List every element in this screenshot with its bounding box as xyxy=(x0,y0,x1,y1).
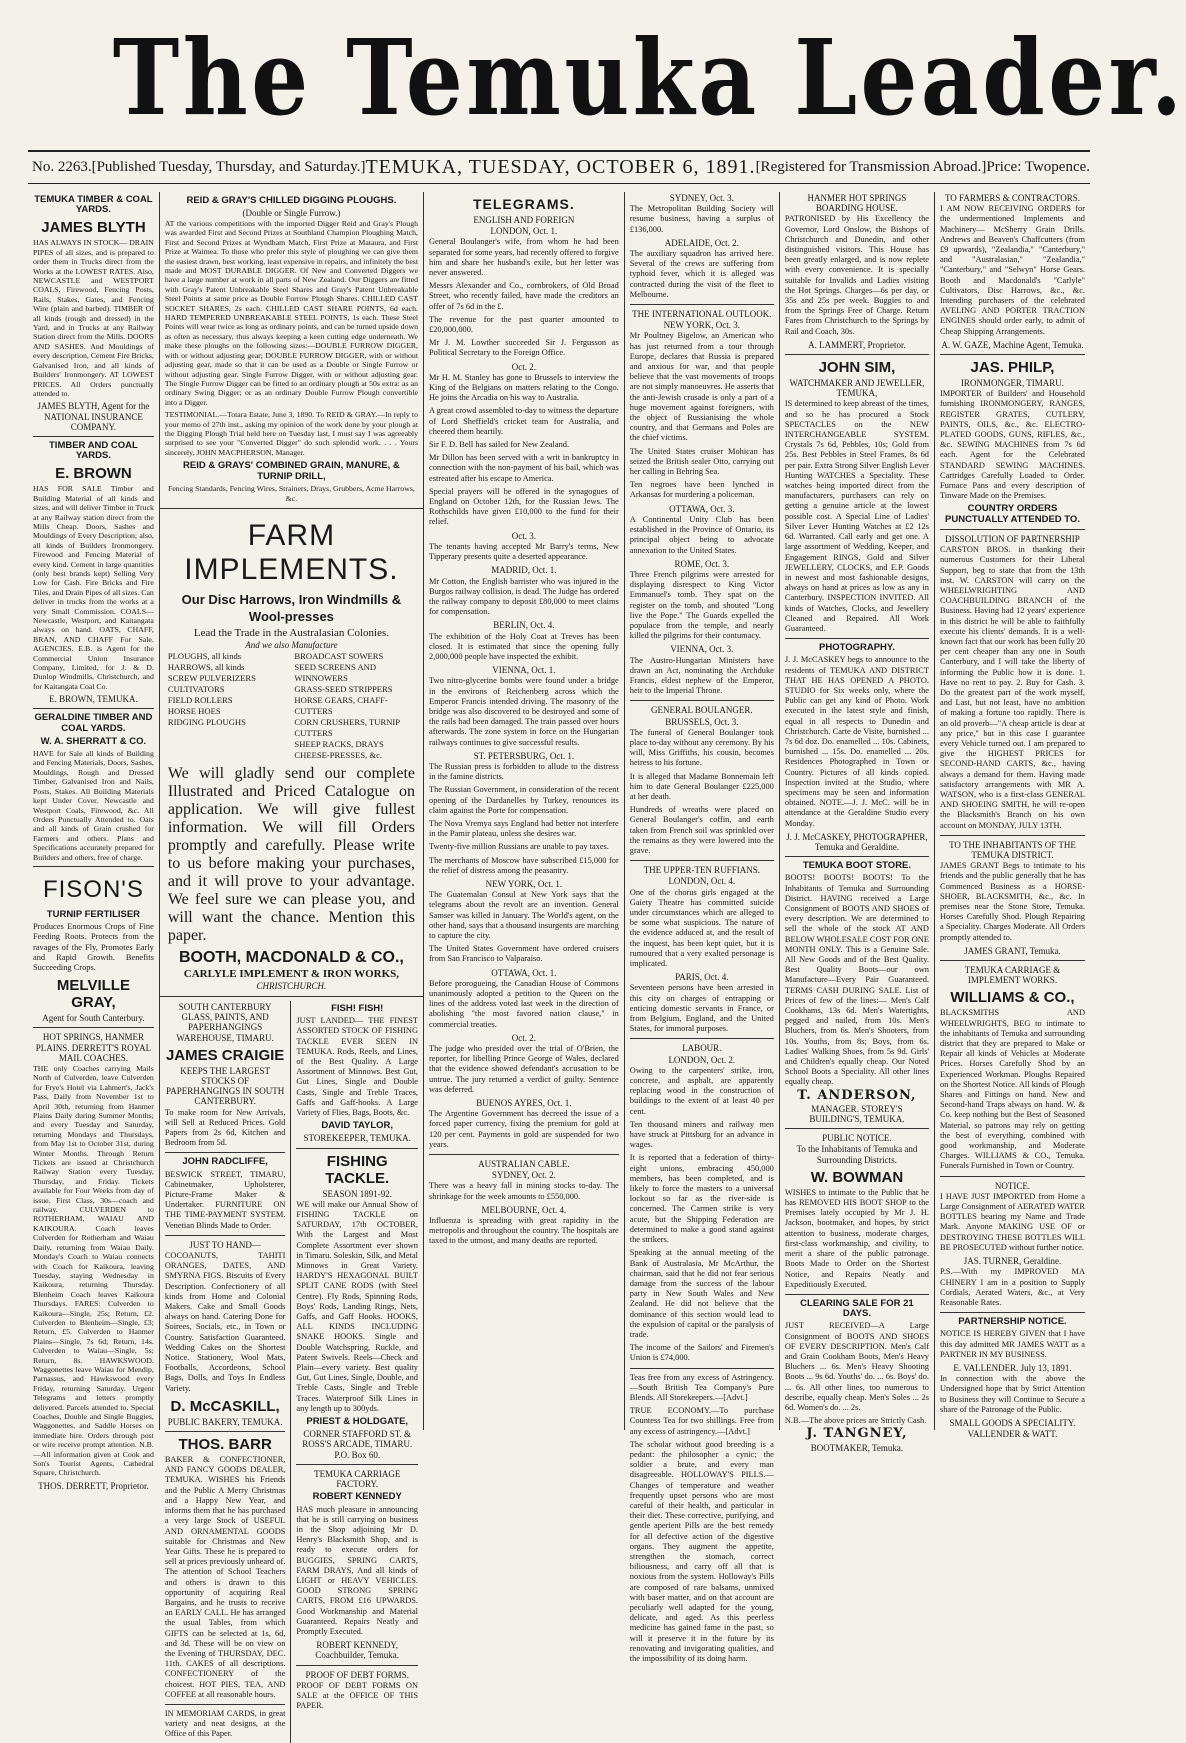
ruffians-heading: THE UPPER-TEN RUFFIANS. xyxy=(643,865,760,876)
dissolution-heading: DISSOLUTION OF PARTNERSHIP xyxy=(945,533,1080,544)
telegram-text: The income of the Sailors' and Firemen's Union is £74,000. xyxy=(629,1343,774,1363)
column-5 xyxy=(780,192,935,1453)
sim-name: JOHN SIM, xyxy=(818,359,896,377)
telegram-text: Seventeen persons have been arrested in this city on charges of entrapping or enticing domestic servants in France, or from Belgium, England, and the United States, for immoral purposes. xyxy=(629,983,774,1034)
tangney-sub: BOOTMAKER, Temuka. xyxy=(810,1442,904,1453)
reid-footer-2: Fencing Standards, Fencing Wires, Strainers, Drays, Grubbers, Acme Harrows, &c. xyxy=(168,484,415,503)
telegram-dateline: VIENNA, Oct. 1. xyxy=(492,665,556,676)
telegram-dateline: BERLIN, Oct. 4. xyxy=(493,620,555,631)
divider xyxy=(785,638,929,639)
divider xyxy=(785,856,929,857)
telegram-dateline: SYDNEY, Oct. 2. xyxy=(491,1170,556,1181)
tea-advert: Teas free from any excess of Astringency.—South British Tea Company's Pure Blends. All Storekeepers.—[Advt.] xyxy=(629,1372,774,1402)
telegram-dateline: ST. PETERSBURG, Oct. 1. xyxy=(473,750,575,761)
telegram-text: The judge who presided over the trial of O'Brien, the reporter, for libelling Prince George of Wales, declared that the evidence showed defendant's accusation to be untrue. The jury returned a verdict of guilty. Sentence was deferred. xyxy=(429,1044,619,1094)
column-2a xyxy=(160,1001,292,1743)
turner-body: I HAVE JUST IMPORTED from Home a Large Consignment of AERATED WATER BOTTLES bearing my Name and Trade Mark. Anyone MAKING USE OF or DESTROYING THESE BOTTLES WILL BE PROSECUTED without further notice. xyxy=(939,1191,1085,1252)
telegram-text: The United States cruiser Mohican has seized the British sealer Otto, carrying out her calling in Behring Sea. xyxy=(629,446,774,477)
telegram-item xyxy=(630,972,774,1034)
telegram-text: The Nova Vremya says England had better not interfere in the Pamir plateau, unless she desires war. xyxy=(429,818,619,839)
tackle-heading: FISHING TACKLE. xyxy=(325,1152,390,1187)
fish-body: JUST LANDED— THE FINEST ASSORTED STOCK OF FISHING TACKLE EVER SEEN IN TEMUKA. Rods, Reels, and Lines, of the Best Quality. A Large Assortment of Minnows. Best Gut, Gut Lines, Single and Double Casts, Single and Treble Traces, Gaffs and Gaff-hooks. A Large Variety of Flies, Bags, Boots, &c. xyxy=(296,1016,418,1117)
fison-heading: FISON'S xyxy=(42,875,144,903)
williams-body: BLACKSMITHS AND WHEELWRIGHTS, BEG to intimate to the inhabitants of Temuka and surrounding district that they are prepared to Make or Repair all kinds of Vehicles at Moderate Prices. Horses Carefully Shod by an Experienced Workman. Ploughs Repaired on the Shortest Notice. All kinds of Plough Shares and Fittings on hand. New and Second-hand Traps always on hand. W. & Co. keep nothing but the Best of Seasoned Material, so patrons may rely on getting the best of everything, combined with good workmanship, and Moderate Charges. WILLIAMS & CO., Temuka. Funerals Furnished in Town or Country. xyxy=(939,1008,1085,1171)
telegram-text: The Metropolitan Building Society will resume business, having a surplus of £136,000. xyxy=(629,204,774,234)
anderson-name: T. ANDERSON, xyxy=(797,1087,917,1103)
labour-heading: LABOUR. xyxy=(682,1043,722,1054)
telegram-item xyxy=(429,226,619,278)
telegram-item xyxy=(630,447,774,478)
list-item: CULTIVATORS xyxy=(167,683,225,694)
farm-implements-ad xyxy=(160,513,423,992)
telegram-item xyxy=(630,559,774,642)
williams-heading: TEMUKA CARRIAGE & IMPLEMENT WORKS. xyxy=(964,965,1061,986)
photo-heading: PHOTOGRAPHY. xyxy=(819,642,895,654)
sim-sub: WATCHMAKER AND JEWELLER, TEMUKA, xyxy=(789,378,925,399)
telegram-text: A Continental Unity Club has been established in the Province of Ontario, its principal object being to advocate annexation to the United States. xyxy=(629,514,774,555)
telegram-item xyxy=(630,320,774,443)
telegram-text: There was a heavy fall in mining stocks to-day. The shrinkage for the week amounts to £550,000. xyxy=(429,1181,619,1201)
turner-ps: P.S.—With my IMPROVED MA CHINERY I am in a position to Supply Cordials, Aerated Waters, &c., at Very Reasonable Rates. xyxy=(939,1267,1085,1307)
gray-role: Agent for South Canterbury. xyxy=(42,1013,145,1024)
telegram-text: Two nitro-glycerine bombs were found under a bridge in the environs of Reichenberg across which the Emperor Francis intended driving. The masonry of the bridge was also discovered to be destroyed and some of the rails had been damaged. The train passed over hours afterwards. The zone system in force on the Hungarian railways continues to give successful results. xyxy=(429,676,619,747)
telegram-item xyxy=(429,819,619,839)
philp-name: JAS. PHILP, xyxy=(970,359,1055,377)
telegram-text: The Russian Government, in consideration of the recent opening of the Dardanelles by Turkey, renounces its claim against the Porte for compensation. xyxy=(429,785,619,815)
sherratt-name: W. A. SHERRATT & CO. xyxy=(40,735,147,747)
bowman-body: WISHES to intimate to the Public that he has REMOVED HIS BOOT SHOP to the Premises lately occupied by Mr J. H. Jackson, bootmaker, and hopes, by strict attention to business, moderate charges, first-class workmanship, and civility, to merit a share of the public patronage. Boots Made to Order on the Shortest Notice, and Repairs Neatly and Expeditiously Executed. xyxy=(784,1187,929,1289)
divider xyxy=(33,866,154,867)
farm-subheading: Our Disc Harrows, Iron Windmills & Wool-presses xyxy=(181,591,402,624)
geraldine-heading: GERALDINE TIMBER AND COAL YARDS. xyxy=(34,712,153,734)
telegram-text: The funeral of General Boulanger took place to-day without any ceremony. By his will, Miss Griffiths, his cousin, becomes heiress to his fortune. xyxy=(629,727,774,768)
telegram-item xyxy=(429,856,619,876)
telegram-item xyxy=(630,1343,774,1363)
telegram-text: Sir F. D. Bell has sailed for New Zealand. xyxy=(429,440,570,450)
list-item: HORSE HOES xyxy=(167,705,221,716)
reid-gray-ad xyxy=(160,192,423,504)
telegram-dateline: VIENNA, Oct. 3. xyxy=(670,644,734,655)
telegram-item xyxy=(630,504,774,556)
tackle-body: WE will make our Annual Show of FISHING TACKLE on SATURDAY, 17th OCTOBER, With the Largest and Most Complete Assortment ever shown in Timaru. Soleskin, Silk, and Metal Minnows in Great Variety. HARDY'S HEXAGONAL BUILT SPLIT CANE RODS (with Steel Centre). Fly Rods, Spinning Rods, Boys' Rods, Landing Rings, Nets, Gaffs, and Gaff Hooks. HOOKS, ALL KINDS INCLUDING SNAKE HOOKS. Single and Double Watchspring, Ruckle, and Patent Swivels. Reels—Check and Plain—every variety. Best quality Gut, Gut Lines, Single, Double, and Treble Casts, Single and Treble Traces. Waterproof Silk Lines in any length up to 300yds. xyxy=(296,1199,418,1413)
telegram-item xyxy=(429,879,619,941)
column-6 xyxy=(935,192,1090,1440)
kennedy-name: ROBERT KENNEDY xyxy=(312,1491,402,1503)
telegram-dateline: ADELAIDE, Oct. 2. xyxy=(664,237,739,248)
telegram-dateline: Oct. 2. xyxy=(511,361,536,372)
clearing-heading: CLEARING SALE FOR 21 DAYS. xyxy=(800,1297,914,1320)
issue-number: No. 2263. xyxy=(32,159,92,175)
telegram-dateline: NEW YORK, Oct. 3. xyxy=(663,320,741,331)
craigie-body: To make room for New Arrivals, will Sell at Reduced Prices. Gold Papers from 2s 6d, Kitchen and Bedroom from 5d. xyxy=(164,1107,286,1148)
divider xyxy=(630,1368,774,1369)
notice-heading: PUBLIC NOTICE. xyxy=(822,1133,892,1144)
farm-body: We will gladly send our complete Illustrated and Priced Catalogue on application. We will give fullest information. We will fill Orders promptly and carefully. Please write to us before making your purchases, and it will prove to your advantage. We feel sure we can please you, and will want the chance. Mention this paper. xyxy=(167,764,415,944)
telegram-text: Three French pilgrims were arrested for displaying disrespect to King Victor Emmanuel's tomb. They spat on the register on the tomb, and shouted "Long live the Pope." The Guards expelled the populace from the temple, and nearly killed the pilgrims for their contumacy. xyxy=(629,569,774,641)
telegram-item xyxy=(429,531,619,563)
list-item: FIELD ROLLERS xyxy=(167,694,233,705)
telegram-text: Special prayers will be offered in the synagogues of England on October 12th, for the Russian Jews. The Rothschilds have given £10,000 to the fund for their relief. xyxy=(429,486,619,527)
list-item: BROADCAST SOWERS xyxy=(294,650,384,661)
telegram-text: The Austro-Hungarian Ministers have drawn an Act, nominating the Archduke Francis, eldest nephew of the Emperor, heir to the Imperial Throne. xyxy=(629,655,774,696)
telegram-text: Ten negroes have been lynched in Arkansas for murdering a policeman. xyxy=(629,480,774,500)
hand-body: COCOANUTS, TAHITI ORANGES, DATES, AND SMYRNA FIGS. Biscuits of Every Description. Confectionery of all kinds from Home and Colonial Makers. Cake and Small Goods always on hand. Catering Done for Soirees, Socials, etc., in Town or Country. Satisfaction Guaranteed. Wedding Cakes on the Shortest Notice. Stationery, Wool Mats, Footballs, Accordeons, School Bags, Dolls, and Toys In Endless Variety. xyxy=(164,1251,286,1393)
gray-name: MELVILLE GRAY, xyxy=(56,977,130,1012)
booth-city: CHRISTCHURCH. xyxy=(256,980,327,991)
telegram-item xyxy=(429,944,619,964)
holloway-advert: The scholar without good breeding is a pedant: the philosopher a cynic; the soldier a brute, and every man disagreeable. HOLLOWAY'S PILLS.—Changes of temperature and weather frequently upset persons who are most careful of their health, and particular in their diet. These corrective, purifying, and gentle aperient Pills are the best remedy for all defective action of the digestive organs. They augment the appetite, strengthen the stomach, correct biliousness, and carry off all that is noxious from the system. Holloway's Pills are composed of rare balsams, unmixed with baser matter, and on that account are peculiarly well adapted for the young, delicate, and aged. As this peerless medicine has gained fame in the past, so will it preserve it in the future by its renovating and invigorating qualities, and the impossibility of its doing harm. xyxy=(629,1439,774,1664)
glass-heading: SOUTH CANTERBURY GLASS, PAINTS, AND PAPERHANGINGS WAREHOUSE, TIMARU. xyxy=(176,1001,274,1043)
list-item: GRASS-SEED STRIPPERS xyxy=(294,683,393,694)
registration-note: [Registered for Transmission Abroad.] xyxy=(755,159,987,175)
bowman-name: W. BOWMAN xyxy=(810,1168,904,1186)
telegram-dateline: MELBOURNE, Oct. 4. xyxy=(481,1204,567,1215)
farm-list-left xyxy=(168,651,289,761)
telegrams-heading: TELEGRAMS. xyxy=(472,196,575,212)
telegram-item xyxy=(630,238,774,300)
farm-heading: FARM IMPLEMENTS. xyxy=(184,518,399,586)
radcliffe-body: BESWICK STREET, TIMARU, Cabinetmaker, Upholsterer, Picture-Frame Maker & Undertaker. FURNITURE ON THE TIME-PAYMENT SYSTEM. Venetian Blinds Made to Order. xyxy=(164,1169,286,1230)
mccaskill-name: D. McCASKILL, xyxy=(170,1397,280,1415)
partner-body: NOTICE IS HEREBY GIVEN that I have this day admitted MR JAMES WATT as a PARTNER IN MY BUSINESS. xyxy=(939,1329,1085,1359)
gaze-signature: A. W. GAZE, Machine Agent, Temuka. xyxy=(941,339,1084,350)
list-item: SCREW PULVERIZERS xyxy=(167,672,256,683)
list-item: HARROWS, all kinds xyxy=(167,661,245,672)
divider xyxy=(630,304,774,305)
list-item: RIDGING PLOUGHS xyxy=(167,716,246,727)
telegram-item xyxy=(429,281,619,312)
telegram-item xyxy=(429,362,619,404)
divider xyxy=(630,700,774,701)
telegram-text: A great crowd assembled to-day to witness the departure of Lord Sheffield's cricket team for Australia, and cheered them heartily. xyxy=(429,406,619,436)
telegram-item xyxy=(630,1120,774,1151)
philp-body: IMPORTER of Builders' and Household furnishing IRONMONGERY, RANGES, REGISTER GRATES, CUTLERY, PAINTS, OILS, &c., &c. ELECTRO-PLATED GOODS, GUNS, RIFLES, &c., &c. SEWING MACHINES from 7s 6d each. Agent for the Celebrated STANDARD SEWING MACHINES. Cartridges Carefully Loaded to Order. Furnace Pans and every description of Tinware Made on the Premises. xyxy=(939,389,1085,501)
column-2 xyxy=(160,192,424,1739)
tackle-season: SEASON 1891-92. xyxy=(322,1188,392,1199)
column-2-subcolumns xyxy=(160,1001,423,1743)
taylor-sub: STOREKEEPER, TEMUKA. xyxy=(303,1133,411,1144)
telegram-item xyxy=(429,338,619,358)
telegram-dateline: LONDON, Oct. 2. xyxy=(668,1054,736,1065)
telegram-item xyxy=(429,1033,619,1095)
telegram-item xyxy=(630,1055,774,1117)
carriage-heading: TEMUKA CARRIAGE FACTORY. xyxy=(314,1468,401,1490)
barr-body: BAKER & CONFECTIONER, AND FANCY GOODS DEALER, TEMUKA. WISHES his Friends and the Public A Merry Christmas and a Happy New Year, and informs them that he has purchased a very large Stock of USEFUL AND ORNAMENTAL GOODS suitable for Christmas and New Year Gifts. These he is prepared to sell at prices previously unheard of. The attention of School Teachers and others is drawn to this opportunity of acquiring Real Bargains, and he trusts to receive an EARLY CALL. He has arranged the usual Tables, from which GIFTS can be selected at 1s, 6d, and 3d. These will be on view on the Evening of THURSDAY, DEC. 11th. CAKES of all descriptions. CONFECTIONERY of the choicest. HOT PIES, TEA, AND COFFEE at all reasonable hours. xyxy=(164,1455,286,1699)
economy-advert: TRUE ECONOMY.—To purchase Countess Tea for two shillings. Free from any excess of astringency.—[Advt.] xyxy=(629,1406,774,1436)
timber-yard-heading: TEMUKA TIMBER & COAL YARDS. xyxy=(34,194,153,216)
telegram-item xyxy=(429,785,619,816)
outlook-heading: THE INTERNATIONAL OUTLOOK. xyxy=(632,309,772,320)
telegram-item xyxy=(429,315,619,335)
telegram-text: General Boulanger's wife, from whom he had been separated for some years, had recently offered to forgive him and share her husband's exile, but her letter was never answered. xyxy=(429,237,619,278)
taylor-name: DAVID TAYLOR, xyxy=(321,1120,394,1132)
telegram-text: The tenants having accepted Mr Barry's terms, New Tipperary presents quite a deserted appearance. xyxy=(429,541,619,562)
farm-also: And we also Manufacture xyxy=(245,639,338,650)
telegram-text: The United States Government have ordered cruisers from San Francisco to Valparaiso. xyxy=(429,944,619,964)
telegram-item xyxy=(429,565,619,617)
list-item: PLOUGHS, all kinds xyxy=(167,650,242,661)
column-3-telegrams xyxy=(424,192,625,1430)
masthead-title: The Temuka Leader. xyxy=(112,16,1186,139)
telegram-dateline: MADRID, Oct. 1. xyxy=(491,565,557,576)
boulanger-heading: GENERAL BOULANGER. xyxy=(650,705,753,716)
telegram-item xyxy=(630,1153,774,1245)
sherratt-ad: HAVE for Sale all kinds of Building and Fencing Materials, Doors, Sashes, Mouldings, Rough and Dressed Timber, Galvanised Iron and Nails, Posts, Stakes. All Building Materials kept Under Cover. Newcastle and Westport Coals, Firewood, &c. All Orders Punctually Attended to. Oats and all kinds of Grain crushed for Farmers and others. Plans and Specifications accurately prepared for Builders and others, free of charge. xyxy=(33,749,154,862)
telegram-dateline: PARIS, Oct. 4. xyxy=(675,972,729,983)
barr-name: THOS. BARR xyxy=(178,1436,272,1454)
telegram-item xyxy=(630,876,774,969)
divider xyxy=(785,1294,929,1295)
telegram-text: The Argentine Government has decreed the issue of a forced paper currency, fixing the premium for gold at 120 per cent. Payments in gold are suspended for two years. xyxy=(429,1109,619,1149)
hand-heading: JUST TO HAND— xyxy=(189,1239,261,1250)
telegram-dateline: LONDON, Oct. 4. xyxy=(668,876,736,887)
gaze-body: I AM NOW RECEIVING ORDERS for the undermentioned Implements and Machinery— McSherry Grain Drills. Andrews and Beaven's Chaffcutters (from £9 upwards), "Zealandia," "Canterbury," and "Australasian," "Zealandia," "Canterbury," and "Selwyn" Horse Gears. Booth and Macdonald's "Carlyle" Cultivators, Disc Harrows, &c., &c. Intending purchasers of the celebrated AVELING AND PORTER TRACTION ENGINES should order early, to admit of Cheap Shipping Arrangements. xyxy=(939,204,1085,336)
coach-signature: THOS. DERRETT, Proprietor. xyxy=(38,1480,149,1491)
blyth-ad: HAS ALWAYS IN STOCK— DRAIN PIPES of all sizes, and is prepared to order them in Trucks direct from the Works at the LOWEST RATES. Also, NEWCASTLE and WESTPORT COALS, Firewood, Fencing Posts, Rails, Stakes, Gates, and Fencing Wire (plain and barbed). TIMBER Of all kinds (rough and dressed) in the Yard, and in Trucks at any Railway Station direct from the Mills. DOORS AND SASHES. And Mouldings of every description, Cement Fire Bricks, Galvanised Iron, and all kinds of Builders' Ironmongery. AT LOWEST PRICES. All Orders punctually attended to. xyxy=(33,238,154,398)
boot-body: BOOTS! BOOTS! BOOTS! To the Inhabitants of Temuka and Surrounding District. HAVING received a Large Consignment of BOOTS AND SHOES of every description. We are determined to sell the whole of the stock AT AND BELOW WHOLESALE COST FOR ONE MONTH ONLY. This is a Genuine Sale. All New Goods and of the Best Quality. Best Quality Boots—our own Manufacture—Every Pair Guaranteed. TERMS CASH DURING SALE. List of Prices of few of the lines:— Men's Calf Cookhams, 13s 6d. Men's Watertights, pegged and nailed, from 10s. Men's Bluchers, from 6s. Men's Shooters, from 10s. Youths, from 8s; Boys, from 6s. Ladies' Walking Shoes, from 5s 9d. Girls' and Children's equally cheap. Our Noted School Boots a Speciality. All other lines equally cheap. xyxy=(784,873,929,1087)
telegram-text: The exhibition of the Holy Coat at Treves has been closed. It is estimated that since the opening fully 2,000,000 people have inspected the exhibit. xyxy=(429,631,619,661)
telegram-item xyxy=(630,772,774,803)
boot-heading: TEMUKA BOOT STORE. xyxy=(802,860,912,872)
divider xyxy=(296,1148,418,1149)
vallender-signature: VALLENDER & WATT. xyxy=(967,1429,1058,1440)
dateline xyxy=(28,150,1090,184)
telegram-item xyxy=(429,406,619,437)
divider xyxy=(940,354,1085,355)
williams-name: WILLIAMS & CO., xyxy=(950,989,1075,1007)
telegram-dateline: BUENOS AYRES, Oct. 1. xyxy=(476,1098,572,1109)
country-orders: COUNTRY ORDERS PUNCTUALLY ATTENDED TO. xyxy=(945,503,1080,525)
telegram-dateline: BRUSSELS, Oct. 3. xyxy=(665,716,739,727)
telegram-text: Mr Cotton, the English barrister who was injured in the Burgos railway collision, is dead. The Judge has ordered the railway company to deposit £80,000 to meet claims for compensation. xyxy=(429,576,619,617)
farmers-heading: TO FARMERS & CONTRACTORS. xyxy=(944,193,1080,203)
turner-signature: JAS. TURNER, Geraldine. xyxy=(963,1256,1062,1267)
telegram-text: Ten thousand miners and railway men have struck at Pittsburg for an advance in wages. xyxy=(629,1119,774,1150)
divider xyxy=(429,1154,619,1155)
telegram-dateline: OTTAWA, Oct. 3. xyxy=(669,503,735,514)
telegram-text: The merchants of Moscow have subscribed £15,000 for the relief of distress among the peasantry. xyxy=(429,855,619,875)
divider xyxy=(165,1431,286,1432)
divider xyxy=(33,1027,154,1028)
brown-signature: E. BROWN, TEMUKA. xyxy=(49,694,138,705)
telegram-item xyxy=(630,805,774,856)
divider xyxy=(940,529,1085,530)
reid-testimonial: TESTIMONIAL.—Totara Estate, June 3, 1890. To REID & GRAY.—In reply to your memo of 27th inst., asking my opinion of the work done by your plough at the Digging Plough Trial held here on Tuesday last, I must say I was agreeably surprised to see your "Converted Digger" do such splendid work. . . . Yours sincerely, JOHN MACPHERSON, Manager. xyxy=(164,410,418,457)
kennedy-signature: ROBERT KENNEDY, Coachbuilder, Temuka. xyxy=(315,1640,399,1661)
grant-heading: TO THE INHABITANTS OF THE TEMUKA DISTRICT. xyxy=(949,839,1076,860)
hanmer-heading: HANMER HOT SPRINGS BOARDING HOUSE. xyxy=(807,193,907,214)
telegram-text: The Russian press is forbidden to allude to the distress in the famine districts. xyxy=(429,761,619,782)
divider xyxy=(630,1038,774,1039)
craigie-sub: KEEPS THE LARGEST STOCKS OF PAPERHANGINGS IN SOUTH CANTERBURY. xyxy=(166,1065,285,1107)
telegram-item xyxy=(429,751,619,783)
telegram-item xyxy=(429,620,619,662)
divider xyxy=(33,708,154,709)
list-item: CHEESE-PRESSES, &c. xyxy=(294,749,383,760)
telegram-item xyxy=(630,644,774,696)
telegram-text: Mr J. M. Lowther succeeded Sir J. Fergusson as Political Secretary to the Foreign Office. xyxy=(429,338,619,358)
dissolution-body: CARSTON BROS. in thanking their numerous Customers for their Liberal Support, beg to state that from the 13th inst. W. CARSTON will carry on the WHEELWRIGHTING AND COACHBUILDING BRANCH of the Business. Having had 12 years' experience in this district he will be able to faithfully execute his clients' demands. It is a well-known fact that our work has been fully 20 per cent cheaper than any one in South Canterbury, and I will take the liberty of informing the Public how it is done. 1. Have no rent to pay. 2. Buy for Cash. 3. Do the greatest part of the work myself, and Last, but not least, have no ambition of making a fortune too rapidly. There is an old proverb—"A cheap article is dear at any price," but in this case I guarantee every Vehicle turned out. I am prepared to give the HIGHEST PRICES for SECOND-HAND CARTS, &c., having always a demand for them. Having made satisfactory arrangements with MR A. WATSON, who is a first-class GENERAL AND SHOEING SMITH, he will re-open the Blacksmith's Branch on his own account on MONDAY, JULY 13TH. xyxy=(939,545,1085,830)
coach-heading: HOT SPRINGS, HANMER PLAINS. DERRETT'S ROYAL MAIL COACHES. xyxy=(35,1032,152,1063)
divider xyxy=(940,835,1085,836)
telegram-item xyxy=(429,842,619,852)
reid-subheading: (Double or Single Furrow.) xyxy=(242,208,341,218)
brown-ad: HAS FOR SALE Timber and Building Material of all kinds and sizes, and will deliver Timber in Truck at any Railway station direct from the Mills Cheap. Doors, Sashes and Mouldings of Every Description; also, all kinds of Builders Ironmongery. Firewood and Fencing Material of every kind. Cement in large quantities (only best brands kept) Selling Very Low for Cash. Fire Bricks and Fire Tiles, and Drain Pipes of all sizes. Can deliver in trucks from the works at a very Small Commission. COALS—Newcastle, Westport, and Kaitangata always on hand. OATS, CHAFF, BRAN, AND CHAFF For Sale. AGENCIES. E.B. is Agent for the Commercial Union Insurance Company, Limited, for J. & D. Dunlop Windmills, Christchurch, and for Kaitangata Coal Co. xyxy=(33,484,154,691)
column-4-news xyxy=(625,192,780,1664)
telegram-dateline: LONDON, Oct. 1. xyxy=(490,226,558,237)
blyth-signature: JAMES BLYTH, Agent for the NATIONAL INSURANCE COMPANY. xyxy=(37,401,150,432)
photo-signature: J. J. McCASKEY, PHOTOGRAPHER, Temuka and Geraldine. xyxy=(786,831,928,852)
tangney-name: J. TANGNEY, xyxy=(806,1426,908,1442)
farm-product-list xyxy=(168,651,415,761)
divider xyxy=(160,508,423,509)
divider xyxy=(296,1665,418,1666)
divider xyxy=(785,354,929,355)
mccaskill-sub: PUBLIC BAKERY, TEMUKA. xyxy=(167,1416,283,1427)
telegram-item xyxy=(429,1098,619,1150)
telegram-item xyxy=(429,968,619,1030)
coach-ad: THE only Coaches carrying Mails North of Culverden, leave Culverden for Frye's Hotel via Lahmert's, Jack's Pass, Daily from November 1st to April 30th, returning from Hanmer Plains Daily during Summer Months; and every Tuesday and Saturday, returning Mondays and Thursdays, from May 1st to October 31st, during Winter Months. Through Return Tickets are issued at Christchurch Railway Station every Tuesday, Thursday, and Friday. Tickets available for Four Weeks from day of issue. First Class, 30s—coach and railway. CULVERDEN to ROTHERHAM, WAIAU AND KAIKOURA. Coach leaves Culverden for Rotherham and Waiau Daily, returning from Waiau Daily. Monday's Coach to Waiau connects with Coach for Kaikoura, leaving Tuesday, staying Wednesday in Kaikoura, returning Thursday. Blenheim Coach leaves Kaikoura Thursdays. FARES: Culverden to Kaikoura—Single, 25s; Return, £2. Culverden to Blenheim—Single, £3; Return, £5. Culverden to Hanmer Plains—Single, 7s 6d; Return, 14s. Culverden to Waiau—Single, 5s; Return, 8s. HAWKSWOOD. Waggonettes leave Waiau for Mendip, Parnassus, and Hawkswood every Friday, returning Saturday. Urgent Telegrams and letters promptly delivered. Parcels attended to. Special Coaches, Double and Single Buggies, Waggonettes, and Saddle Horses on immediate hire. Orders through post or wire receive prompt attention. N.B.—All information given at Cook and Son's Tourist Agents, Cathedral Square, Christchurch. xyxy=(33,1063,154,1478)
craigie-name: JAMES CRAIGIE xyxy=(165,1046,285,1064)
reid-footer: REID & GRAYS' COMBINED GRAIN, MANURE, & TURNIP DRILL, xyxy=(183,460,400,483)
list-item: SEED SCREENS AND WINNOWERS xyxy=(294,661,377,683)
divider xyxy=(165,1235,286,1236)
telegram-item xyxy=(429,1205,619,1247)
notice-sub: To the Inhabitants of Temuka and Surrounding Districts. xyxy=(796,1144,918,1165)
telegram-item xyxy=(630,480,774,500)
telegram-item xyxy=(429,487,619,528)
blyth-name: JAMES BLYTH xyxy=(41,219,146,237)
partner-heading: PARTNERSHIP NOTICE. xyxy=(958,1316,1067,1328)
clearing-body: JUST RECEIVED—A Large Consignment of BOOTS AND SHOES OF EVERY DESCRIPTION. Men's Calf and Grain Cookham Boots, Men's Heavy Bluchers ... 6s. Men's Heavy Shooting Boots ... 9s 6d. Youths' do. ... 6s. Boys' do. ... 6s. All other lines, too numerous to describe, equally cheap. Men's Soles ... 2s 6d. Women's do. ... 2s. xyxy=(784,1321,929,1412)
debt-heading: PROOF OF DEBT FORMS. xyxy=(305,1669,409,1680)
telegram-text: Twenty-five million Russians are unable to pay taxes. xyxy=(429,842,609,852)
grant-signature: JAMES GRANT, Temuka. xyxy=(964,945,1061,956)
telegram-dateline: NEW YORK, Oct. 1. xyxy=(485,878,563,889)
divider xyxy=(165,1152,286,1153)
telegram-text: It is reported that a federation of thirty-eight unions, embracing 450,000 members, has been completed, and is likely to force the masters to a universal lockout so far as the river-side is concerned. The Carmen strike is very acute, but the Shipping Federation are determined to make a good stand against the strikers. xyxy=(629,1153,774,1245)
telegram-text: One of the chorus girls engaged at the Gaiety Theatre has committed suicide under circumstances which are alleged to be some what suspicious. The nature of the evidence adduced at, and the result of the inquest, has been kept quiet, but it is rumoured that a very exalted personage is implicated. xyxy=(629,887,774,969)
cable-heading: AUSTRALIAN CABLE. xyxy=(478,1159,570,1170)
fison-subheading: TURNIP FERTILISER xyxy=(46,908,141,920)
farm-lead: Lead the Trade in the Australasian Colonies. xyxy=(193,626,390,639)
telegram-text: Before prorogueing, the Canadian House of Commons unanimously adopted a petition to the Queen on the lines of the address voted last week in the direction of abolishing "the most favored nation clause," in commercial treaties. xyxy=(429,978,619,1029)
notice2-heading: NOTICE. xyxy=(994,1180,1031,1191)
photo-body: J. J. McCASKEY begs to announce to the residents of TEMUKA AND DISTRICT THAT HE HAS OPENED A PHOTO. STUDIO for Six weeks only, where the Public can get any kind of Photo. Work executed in the latest style and finish, equal in all respects to Dunedin and Christchurch. Carte de Visite, burnished ... 7s 6d doz. Do. enamelled ... 10s. Cabinets, burnished ... 15s. Do. enamelled ... 20s. Residences Photographed in Town or Country. Pictures of all kinds copied. Inspection invited at the Studio, where specimens may be seen and information obtained. NOTE.—J. J. McC. will be in attendance at the Geraldine Studio every Monday. xyxy=(784,655,929,828)
telegram-text: Influenza is spreading with great rapidity in the metropolis and throughout the country. The hospitals are taxed to the utmost, and many deaths are reported. xyxy=(429,1216,619,1246)
telegram-item xyxy=(630,193,774,235)
hanmer-body: PATRONISED by His Excellency the Governor, Lord Onslow, the Bishops of Christchurch and Dunedin, and other distinguished visitors. This House has been greatly enlarged, and is now replete with every convenience. It is specially suitable for Invalids and Ladies visiting the Hot Springs. Charges—6s per day, or 35s and 25s per week. Buggies to and from the Springs Free of Charge. Return Fares from Christchurch to the Springs by Rail and Coach, 30s. xyxy=(784,214,929,336)
telegram-text: Mr Dillon has been served with a writ in bankruptcy in connection with the non-payment of his bail, which was estreated after his escape to America. xyxy=(429,453,619,483)
list-item: HORSE GEARS, CHAFF-CUTTERS xyxy=(294,694,388,716)
hanmer-signature: A. LAMMERT, Proprietor. xyxy=(808,339,906,350)
telegram-dateline: ROME, Oct. 3. xyxy=(674,558,730,569)
telegram-item xyxy=(429,665,619,748)
telegram-text: Speaking at the annual meeting of the Bank of Australasia, Mr McArthur, the chairman, said that he did not fear serious damage from the success of the labour party in New South Wales and New Zealand. He did not believe that the dominance of this section would lead to the expulsion of capital or the paralysis of trade. xyxy=(629,1248,774,1339)
telegram-text: Mr Poultney Bigelow, an American who has just returned from a tour through Europe, declares that Russia is prepared and anxious for war, and that people believe that the vast movements of troops are not simply manoeuvres. He asserts that the anti-Jewish crusade is only a part of a huge movement against foreigners, with the object of Russianising the whole country, and that Germans and Poles are the chief victims. xyxy=(629,331,774,443)
fish-heading: FISH! FISH! xyxy=(331,1002,384,1014)
newspaper-columns xyxy=(28,192,1090,1739)
telegrams-subheading: ENGLISH AND FOREIGN xyxy=(473,215,575,225)
brown-heading: TIMBER AND COAL YARDS. xyxy=(49,439,138,462)
telegram-dateline: Oct. 3. xyxy=(511,530,536,541)
telegram-item xyxy=(429,440,619,450)
telegram-text: Mr H. M. Stanley has gone to Brussels to interview the King of the Belgians on matters relating to the Congo. He joins the Arcadia on his way to Australia. xyxy=(429,372,619,403)
telegram-text: The auxiliary squadron has arrived here. Several of the crews are suffering from typhoid fever, which it is alleged was contracted during the visit of the fleet to Melbourne. xyxy=(629,249,774,299)
philp-sub: IRONMONGER, TIMARU. xyxy=(960,378,1065,389)
telegram-dateline: OTTAWA, Oct. 1. xyxy=(491,967,557,978)
telegram-list xyxy=(429,226,619,1150)
column-2b xyxy=(291,1001,423,1743)
booth-works: CARLYLE IMPLEMENT & IRON WORKS, xyxy=(183,967,400,980)
debt-body: PROOF OF DEBT FORMS ON SALE at the OFFICE OF THIS PAPER. xyxy=(296,1680,418,1711)
partner-signature: E. VALLENDER. July 13, 1891. xyxy=(953,1362,1072,1373)
place-date: TEMUKA, TUESDAY, OCTOBER 6, 1891. xyxy=(365,156,756,178)
booth-name: BOOTH, MACDONALD & CO., xyxy=(178,948,404,966)
list-item: CORN CRUSHERS, TURNIP CUTTERS xyxy=(294,716,400,738)
divider xyxy=(940,1176,1085,1177)
divider xyxy=(160,996,423,997)
reid-heading: REID & GRAY'S CHILLED DIGGING PLOUGHS. xyxy=(186,195,397,206)
divider xyxy=(33,436,154,437)
memoriam-notice: IN MEMORIAM CARDS, in great variety and neat designs, at the Office of this Paper. xyxy=(164,1708,286,1739)
priest-sub: CORNER STAFFORD ST. & ROSS'S ARCADE, TIMARU. P.O. Box 60. xyxy=(302,1429,413,1460)
telegram-text: Owing to the carpenters' strike, iron, concrete, and asphalt, are apparently replacing wood in the construction of buildings to the extent of at least 40 per cent. xyxy=(629,1065,774,1116)
column-1 xyxy=(28,192,160,1491)
telegram-item xyxy=(630,1248,774,1340)
price: Price: Twopence. xyxy=(986,159,1091,175)
list-item: SHEEP RACKS, DRAYS xyxy=(294,738,384,749)
telegram-text: Hundreds of wreaths were placed on General Boulanger's coffin, and earth taken from French soil was sprinkled over the remains as they were lowered into the grave. xyxy=(629,805,774,855)
small-goods: SMALL GOODS A SPECIALITY. xyxy=(949,1417,1076,1428)
reid-body: AT the various competitions with the imported Digger Reid and Gray's Plough was awarded First and Second Prizes at Southland Champion Ploughing Match, First and Second Prizes at Wyndham Match, First Prize at Mataura, and First Prize at Waimea. To those who prefer this style of ploughing we can give them the easiest drawn, best working, least expensive in repairs, and infinitely the best made and MOST DURABLE DIGGER. Of New and Converted Diggers we have a large number at work in all parts of New Zealand. Our Diggers are fitted with Gray's Patent Unbreakable Steel Shares and Gray's Patent Unbreakable Steel Points at same price as Double Furrow Plough Shares. CHILLED CAST SOCKET SHARES, 2s each. CHILLED CAST SHARE POINTS, 6d each. HARD TEMPERED UNBREAKABLE STEEL POINTS, 1s each. These Steel Points will wear twice as long as ordinary points, and can be turned upside down as often as necessary, thus always keeping a keen cutting edge underneath. We make these ploughs on the following sizes:—DOUBLE FURROW DIGGER, with or without adjusting gear; DOUBLE FURROW DIGGER, with or without adjusting gear, made so that it can be used as a Double or Single Furrow or without adjusting gear. Single Furrow Digger, with or without adjusting gear. The Single Furrow Digger can be fitted to an ordinary plough at 50s extra: as an ordinary Swing Digger; or as an ordinary Double Furrow Plough convertible into a Digger. xyxy=(164,219,418,407)
farm-list-right xyxy=(294,651,415,761)
telegram-item xyxy=(630,717,774,769)
telegram-text: It is alleged that Madame Bonnemain left him to date General Boulanger £225,000 at her death. xyxy=(629,771,774,801)
sim-body: IS determined to keep abreast of the times, and so he has procured a Stock SPECTACLES on the NEW INTERCHANGEABLE SYSTEM. Crystals 7s 6d, Pebbles, 10s; Gold from 25s. Best Pebbles in Steel Frames, 8s 6d per pair. Extra Strong Silver English Lever Hunting WATCHES a Speciality. These watches being imported direct from the manufacturers, purchasers can rely on getting a genuine article at the lowest possible cost. A Special Line of Ladies' Silver Lever Hunting Watches at £2 12s 6d. Warranted. Call early and get one. A large assortment of Wedding, Keeper, and Engagement RINGS, Gold and Silver JEWELLERY, CLOCKS, and E.P. Goods in newest and most fashionable designs, always on hand at prices as low as any in Canterbury. INSPECTION INVITED. All kinds of Watches, Clocks, and Jewellery Cleaned and Repaired. All Work Guaranteed. xyxy=(784,399,929,633)
divider xyxy=(940,1312,1085,1313)
brown-name: E. BROWN xyxy=(55,465,132,483)
telegram-item xyxy=(429,453,619,484)
clearing-note: N.B.—The above prices are Strictly Cash. xyxy=(784,1416,927,1426)
divider xyxy=(630,860,774,861)
priest-name: PRIEST & HOLDGATE, xyxy=(306,1416,409,1428)
divider xyxy=(940,960,1085,961)
telegram-text: The Guatemalan Consul at New York says that the telegrams about the revolt are an invention. General Samser was killed in January. The World's agent, on the other hand, says that a thousand insurgents are marching to capture the city. xyxy=(429,890,619,940)
anderson-sub: MANAGER. STOREY'S BUILDING'S, TEMUKA. xyxy=(809,1103,905,1125)
telegram-dateline: SYDNEY, Oct. 3. xyxy=(669,193,734,203)
telegram-item xyxy=(429,1170,619,1202)
divider xyxy=(785,1128,929,1129)
telegram-dateline: Oct. 2. xyxy=(511,1032,536,1043)
divider xyxy=(296,1464,418,1465)
kennedy-body: HAS much pleasure in announcing that he is still carrying on business in the Shop adjoining Mr D. Henry's Blacksmith Shop, and is ready to execute orders for BUGGIES, SPRING CARTS, FARM DRAYS, And all kinds of LIGHT or HEAVY VEHICLES. GOOD STRONG SPRING CARTS, FROM £16 UPWARDS. Good Workmanship and Material Guaranteed. Repairs Neatly and Promptly Executed. xyxy=(296,1504,418,1636)
grant-body: JAMES GRANT Begs to intimate to his friends and the public generally that he has Commenced Business as a HORSE-SHOER, BLACKSMITH, &c., &c. In premises near the Stone Store, Temuka. Horses Carefully Shod. Plough Repairing a Speciality. Charges Moderate. All Orders promptly attended to. xyxy=(939,861,1085,942)
telegram-text: The revenue for the past quarter amounted to £20,000,000. xyxy=(429,314,619,335)
radcliffe-name: JOHN RADCLIFFE, xyxy=(182,1156,268,1168)
telegram-text: Messrs Alexander and Co., cornbrokers, of Old Broad Street, who recently failed, have made the creditors an offer of 7s 6d in the £. xyxy=(429,281,619,311)
divider xyxy=(165,1704,286,1705)
partner-more: In connection with the above the Undersigned hope that by Strict Attention to Business they will Continue to Secure a share of the Patronage of the Public. xyxy=(939,1374,1085,1414)
fison-ad: Produces Enormous Crops of Fine Feeding Roots. Protects from the ravages of the Fly, Promotes Early and Rapid Growth. Benefits Succeeding Crops. xyxy=(33,922,154,972)
publication-days: [Published Tuesday, Thursday, and Saturday.] xyxy=(91,159,366,175)
